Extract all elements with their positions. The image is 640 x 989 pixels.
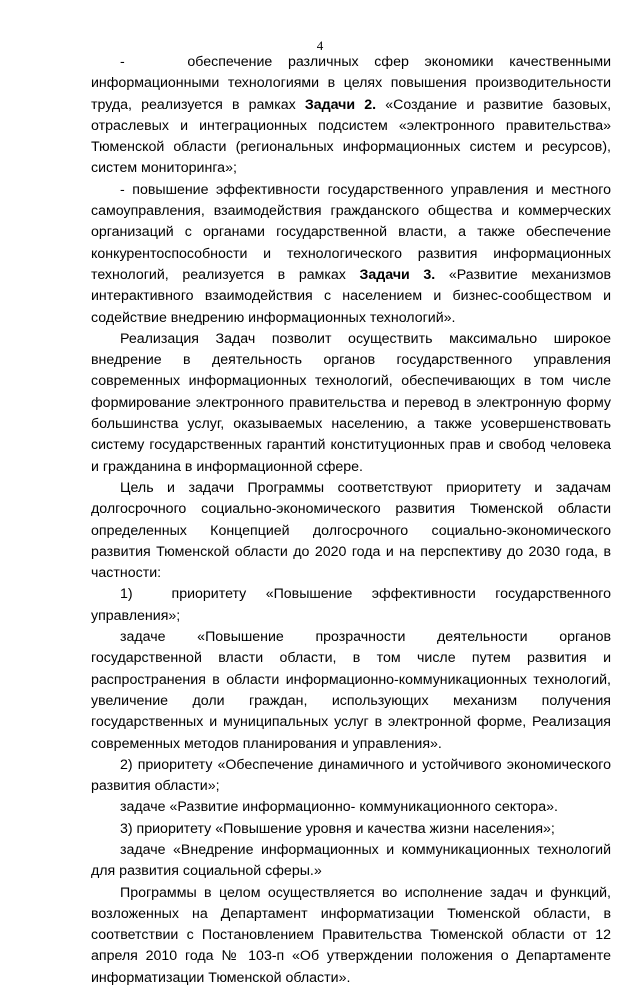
- priority-1: 1) приоритету «Повышение эффективности государственного управления»;: [91, 586, 611, 624]
- paragraph-task-2: [91, 52, 611, 180]
- paragraph-text: «Создание и развитие базовых, отраслевых и интеграционных подсистем «электронного правительства» Тюменской области (региональных информационных систем и ресурсов), систем мониторинга»;: [91, 96, 612, 177]
- priority-3: 3) приоритету «Повышение уровня и качества жизни населения»;: [120, 820, 555, 837]
- paragraph-text: - обеспечение различных сфер экономики качественными информационными технологиями в целях повышения производительности труда, реализуется в рамках: [91, 54, 611, 113]
- paragraph-task-3: [91, 180, 611, 329]
- paragraph-implementation: Реализация Задач позволит осуществить максимально широкое внедрение в деятельность органов государственного управления современных информационных технологий, обеспечивающих в том числе формирование электронного правительства и перевод в электронную форму большинства услуг, оказываемых населению, а также усовершенствовать систему государственных гарантий конституционных прав и свобод человека и гражданина в информационной сфере.: [91, 330, 611, 475]
- task-3-label: Задачи 3.: [359, 266, 436, 283]
- paragraph-goals: Цель и задачи Программы соответствуют приоритету и задачам долгосрочного социально-экономического развития Тюменской области определенных Концепцией долгосрочного социально-экономического развития Тюменской области до 2020 года и на перспективу до 2030 года, в частности:: [91, 479, 611, 582]
- paragraph-text: - повышение эффективности государственного управления и местного самоуправления, взаимодействия гражданского общества и коммерческих организаций с органами государственной власти, а также обеспечение конкурентоспособности и технологического развития информационных технологий, реализуется в рамках: [91, 181, 611, 283]
- task-2-label: Задачи 2.: [304, 96, 377, 113]
- priority-2: 2) приоритету «Обеспечение динамичного и устойчивого экономического развития области»;: [91, 756, 611, 795]
- task-priority-2: задаче «Развитие информационно- коммуникационного сектора».: [120, 799, 558, 816]
- paragraph-program: Программы в целом осуществляется во исполнение задач и функций, возложенных на Департамент информатизации Тюменской области, в соответствии с Постановлением Правительства Тюменской области от 12 апреля 2010 года № 103-п «Об утверждении положения о Департаменте информатизации Тюменской области».: [91, 884, 611, 986]
- page-number: 4: [316, 38, 324, 53]
- task-priority-1: задаче «Повышение прозрачности деятельности органов государственной власти области, в том числе путем развития и распространения в области информационно-коммуникационных технологий, увеличение доли граждан, использующих механизм получения государственных и муниципальных услуг в электронной форме, Реализация современных методов планирования и управления».: [91, 629, 611, 752]
- document-body: [91, 52, 611, 989]
- paragraph-text: «Развитие механизмов интерактивного взаимодействия с населением и бизнес-сообществом и содействие внедрению информационных технологий».: [91, 266, 612, 326]
- task-priority-3: задаче «Внедрение информационных и коммуникационных технологий для развития социальной сферы.»: [91, 841, 611, 880]
